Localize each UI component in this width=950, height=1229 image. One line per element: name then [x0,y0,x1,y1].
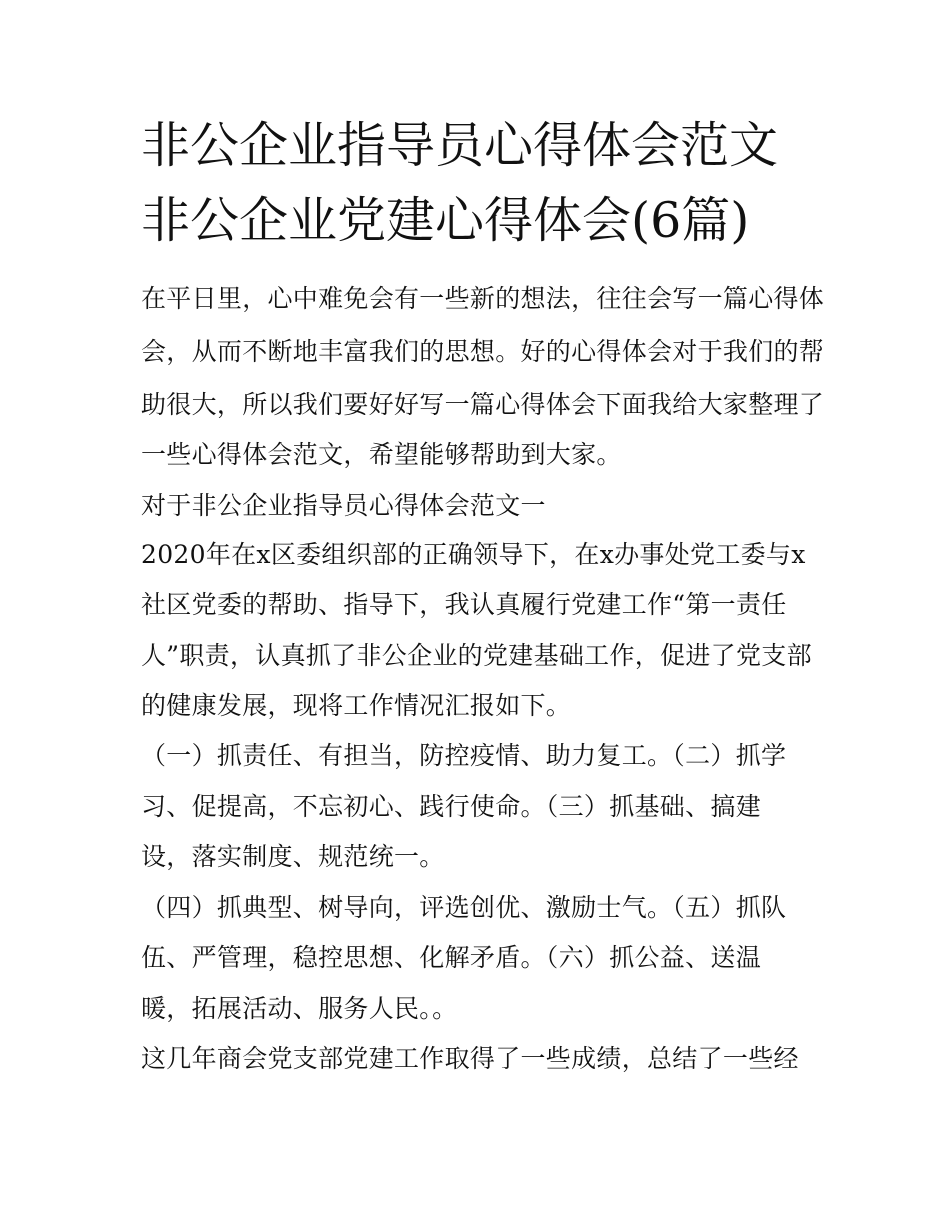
body-text-line: 人”职责，认真抓了非公企业的党建基础工作，促进了党支部 [141,641,812,670]
body-text-line: 这几年商会党支部党建工作取得了一些成绩，总结了一些经 [141,1044,799,1073]
body-text-line: 习、促提高，不忘初心、践行使命。（三）抓基础、搞建 [141,792,762,821]
body-text-line: 会，从而不断地丰富我们的思想。好的心得体会对于我们的帮 [141,337,825,366]
body-text-line: 的健康发展，现将工作情况汇报如下。 [141,691,572,720]
body-text-line: 助很大，所以我们要好好写一篇心得体会下面我给大家整理了 [141,390,825,419]
body-text-line: （一）抓责任、有担当，防控疫情、助力复工。（二）抓学 [141,741,787,770]
body-text-line: 伍、严管理，稳控思想、化解矛盾。（六）抓公益、送温 [141,943,762,972]
body-text-line: 设，落实制度、规范统一。 [141,842,445,871]
page-title-line-2: 非公企业党建心得体会(6篇) [141,192,750,249]
body-text-line: 一些心得体会范文，希望能够帮助到大家。 [141,440,622,469]
body-text-line: 暖，拓展活动、服务人民。。 [141,994,458,1023]
body-text-line: 在平日里，心中难免会有一些新的想法，往往会写一篇心得体 [141,284,825,313]
section-heading: 对于非公企业指导员心得体会范文一 [141,491,546,520]
body-text-line: （四）抓典型、树导向，评选创优、激励士气。（五）抓队 [141,893,787,922]
body-text-line: 社区党委的帮助、指导下，我认真履行党建工作“第一责任 [141,590,787,619]
page-title-line-1: 非公企业指导员心得体会范文 [141,117,779,174]
body-text-line: 2020年在x区委组织部的正确领导下，在x办事处党工委与x [141,540,806,569]
